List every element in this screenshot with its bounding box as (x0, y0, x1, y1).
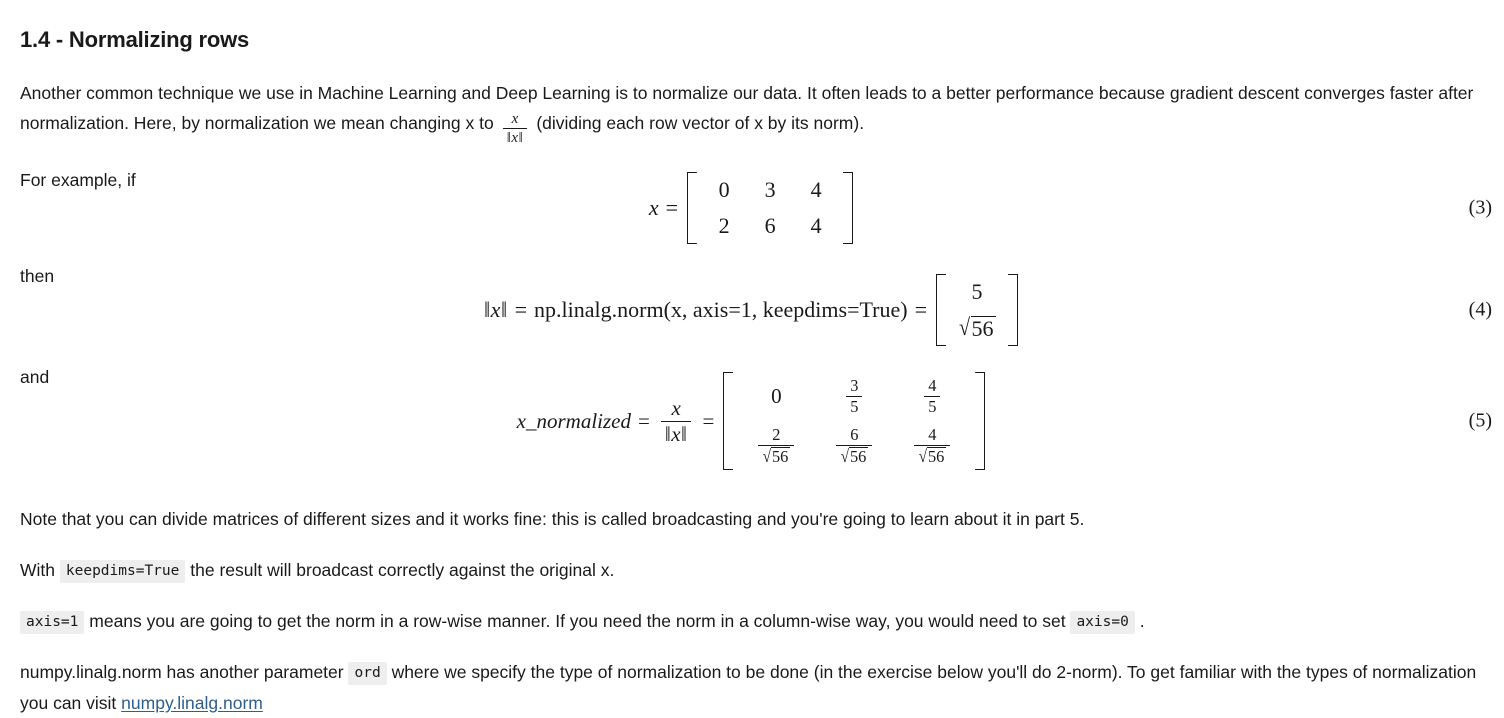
equation-3 (0, 170, 1504, 246)
sqrt-expression (762, 447, 790, 465)
eq4-lhs: ‖x‖ (484, 297, 508, 322)
radicand: 56 (927, 446, 945, 466)
numpy-linalg-norm-link[interactable]: numpy.linalg.norm (121, 692, 263, 713)
fraction-denominator: 5 (924, 396, 940, 416)
note-paragraph: Note that you can divide matrices of different sizes and it works fine: this is called broadcasting and you're going to learn about it in part 5. (20, 508, 1085, 529)
intro-paragraph (20, 78, 1484, 147)
fraction-numerator: 6 (850, 424, 859, 444)
matrix-cell (893, 421, 971, 470)
eq4-equals-2: = (914, 297, 927, 322)
sqrt-expression (958, 316, 995, 340)
bracket-left (723, 372, 733, 470)
then-label: then (20, 265, 55, 286)
eq5-matrix (723, 372, 985, 470)
ord-text-before: numpy.linalg.norm has another parameter (20, 661, 344, 682)
keepdims-paragraph (20, 555, 1484, 586)
equation-number: (5) (1468, 409, 1492, 432)
matrix-cell: 6 (764, 213, 776, 238)
radical-sign: √ (918, 445, 928, 466)
keepdims-text-after: the result will broadcast correctly against the original x. (190, 559, 615, 580)
matrix-cell: 4 (810, 213, 822, 238)
intro-text-before: Another common technique we use in Machine Learning and Deep Learning is to normalize our data. It often leads to a better performance because gradient descent converges faster after normalization. Here, by normalization we mean changing x to (20, 82, 1474, 133)
matrix-cell (893, 372, 971, 421)
axis-text-middle: means you are going to get the norm in a row-wise manner. If you need the norm in a column-wise way, you would need to set (89, 610, 1066, 631)
eq5-fraction (661, 397, 692, 445)
matrix-cell (950, 310, 1004, 346)
ord-text-after: where we specify the type of normalization to be done (in the exercise below you'll do 2-norm). To get familiar with the types of normalization you can visit (20, 661, 1477, 713)
matrix-cell: 3 (764, 177, 776, 202)
bracket-right (1008, 274, 1018, 346)
equation-4 (0, 272, 1504, 348)
sqrt-expression (840, 447, 868, 465)
bracket-right (975, 372, 985, 470)
matrix-row (950, 274, 1004, 310)
fraction-numerator: 3 (850, 376, 859, 396)
matrix-row (737, 421, 971, 470)
matrix-cell: 5 (971, 279, 983, 304)
page-title: 1.4 - Normalizing rows (20, 27, 250, 53)
code-axis-0: axis=0 (1070, 611, 1134, 634)
eq4-equals-1: = (514, 297, 528, 322)
eq5-equals-1: = (638, 408, 650, 433)
eq5-lhs: x_normalized (516, 408, 631, 433)
fraction-numerator: x (511, 110, 519, 127)
inline-fraction-x-over-normx (494, 111, 537, 146)
equation-number: (3) (1468, 196, 1492, 219)
radicand: 56 (971, 316, 994, 341)
fraction-denominator: ‖x‖ (661, 421, 692, 446)
code-axis-1: axis=1 (20, 611, 84, 634)
matrix-cell (815, 372, 893, 421)
eq3-matrix (687, 172, 853, 244)
eq3-equals: = (665, 195, 679, 220)
intro-text-after: (dividing each row vector of x by its norm). (536, 112, 865, 133)
radical-sign: √ (762, 445, 772, 466)
radicand: 56 (849, 446, 867, 466)
axis-text-after: . (1139, 610, 1145, 631)
bracket-right (843, 172, 853, 244)
radical-sign: √ (959, 315, 971, 341)
matrix-row (701, 172, 839, 208)
sqrt-expression (918, 447, 946, 465)
matrix-cell: 4 (810, 177, 822, 202)
eq5-equals-2: = (702, 408, 715, 433)
radicand: 56 (771, 446, 789, 466)
eq4-expression: np.linalg.norm(x, axis=1, keepdims=True) (534, 297, 908, 322)
fraction-denominator: 5 (846, 396, 862, 416)
fraction-numerator: 4 (928, 424, 937, 444)
matrix-row (701, 208, 839, 244)
matrix-cell: 2 (718, 213, 730, 238)
matrix-cell: 0 (771, 384, 782, 408)
equation-5 (0, 367, 1504, 475)
fraction-denominator (758, 445, 794, 465)
bracket-left (687, 172, 697, 244)
matrix-cell: 0 (718, 177, 730, 202)
eq4-matrix (936, 274, 1018, 346)
matrix-cell (815, 421, 893, 470)
fraction-denominator (836, 445, 872, 465)
fraction-numerator: x (671, 395, 681, 420)
keepdims-text-before: With (20, 559, 55, 580)
fraction-denominator: ‖x‖ (503, 128, 528, 146)
fraction-numerator: 4 (928, 376, 937, 396)
and-label: and (20, 366, 50, 387)
matrix-cell (737, 421, 815, 470)
bracket-left (936, 274, 946, 346)
radical-sign: √ (840, 445, 850, 466)
for-example-label: For example, if (20, 169, 136, 190)
fraction-numerator: 2 (772, 424, 781, 444)
equation-number: (4) (1468, 298, 1492, 321)
matrix-row (950, 310, 1004, 346)
fraction-denominator (914, 445, 950, 465)
eq3-lhs: x (648, 195, 659, 220)
axis-paragraph (20, 606, 1484, 637)
code-ord: ord (348, 662, 386, 685)
ord-paragraph (20, 657, 1484, 718)
matrix-row (737, 372, 971, 421)
code-keepdims-true: keepdims=True (60, 560, 186, 583)
